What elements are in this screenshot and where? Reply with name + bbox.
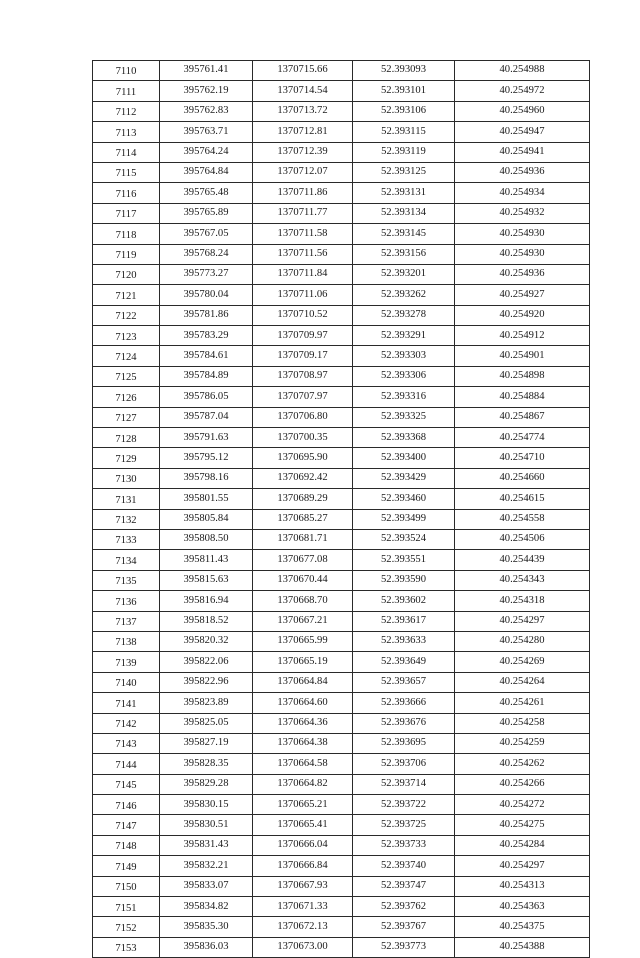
latitude-cell: 52.393145 xyxy=(353,224,455,244)
x-coordinate-cell: 395761.41 xyxy=(160,61,253,81)
x-coordinate-cell: 395795.12 xyxy=(160,448,253,468)
point-number-cell: 7114 xyxy=(93,142,160,162)
longitude-cell: 40.254439 xyxy=(455,550,590,570)
latitude-cell: 52.393633 xyxy=(353,631,455,651)
table-row xyxy=(93,774,590,794)
longitude-cell: 40.254343 xyxy=(455,570,590,590)
point-number-cell: 7144 xyxy=(93,754,160,774)
x-coordinate-cell: 395835.30 xyxy=(160,917,253,937)
y-coordinate-cell: 1370665.99 xyxy=(253,631,353,651)
latitude-cell: 52.393762 xyxy=(353,897,455,917)
table-row xyxy=(93,224,590,244)
longitude-cell: 40.254269 xyxy=(455,652,590,672)
y-coordinate-cell: 1370667.21 xyxy=(253,611,353,631)
y-coordinate-cell: 1370677.08 xyxy=(253,550,353,570)
table-row xyxy=(93,101,590,121)
x-coordinate-cell: 395808.50 xyxy=(160,529,253,549)
table-row xyxy=(93,733,590,753)
x-coordinate-cell: 395830.15 xyxy=(160,795,253,815)
longitude-cell: 40.254941 xyxy=(455,142,590,162)
latitude-cell: 52.393460 xyxy=(353,489,455,509)
longitude-cell: 40.254988 xyxy=(455,61,590,81)
table-row xyxy=(93,754,590,774)
coordinates-table xyxy=(92,60,590,958)
x-coordinate-cell: 395833.07 xyxy=(160,876,253,896)
latitude-cell: 52.393695 xyxy=(353,733,455,753)
table-row xyxy=(93,815,590,835)
x-coordinate-cell: 395834.82 xyxy=(160,897,253,917)
point-number-cell: 7152 xyxy=(93,917,160,937)
latitude-cell: 52.393747 xyxy=(353,876,455,896)
x-coordinate-cell: 395763.71 xyxy=(160,122,253,142)
coordinates-table-body xyxy=(93,61,590,958)
longitude-cell: 40.254934 xyxy=(455,183,590,203)
y-coordinate-cell: 1370714.54 xyxy=(253,81,353,101)
longitude-cell: 40.254927 xyxy=(455,285,590,305)
longitude-cell: 40.254264 xyxy=(455,672,590,692)
longitude-cell: 40.254297 xyxy=(455,856,590,876)
table-row xyxy=(93,448,590,468)
latitude-cell: 52.393676 xyxy=(353,713,455,733)
latitude-cell: 52.393524 xyxy=(353,529,455,549)
latitude-cell: 52.393773 xyxy=(353,937,455,957)
latitude-cell: 52.393602 xyxy=(353,591,455,611)
table-row xyxy=(93,203,590,223)
y-coordinate-cell: 1370692.42 xyxy=(253,468,353,488)
latitude-cell: 52.393666 xyxy=(353,693,455,713)
point-number-cell: 7112 xyxy=(93,101,160,121)
table-row xyxy=(93,346,590,366)
longitude-cell: 40.254960 xyxy=(455,101,590,121)
longitude-cell: 40.254261 xyxy=(455,693,590,713)
y-coordinate-cell: 1370670.44 xyxy=(253,570,353,590)
latitude-cell: 52.393499 xyxy=(353,509,455,529)
x-coordinate-cell: 395831.43 xyxy=(160,835,253,855)
longitude-cell: 40.254615 xyxy=(455,489,590,509)
x-coordinate-cell: 395762.19 xyxy=(160,81,253,101)
longitude-cell: 40.254912 xyxy=(455,326,590,346)
latitude-cell: 52.393125 xyxy=(353,162,455,182)
longitude-cell: 40.254262 xyxy=(455,754,590,774)
y-coordinate-cell: 1370664.58 xyxy=(253,754,353,774)
longitude-cell: 40.254506 xyxy=(455,529,590,549)
x-coordinate-cell: 395816.94 xyxy=(160,591,253,611)
latitude-cell: 52.393316 xyxy=(353,387,455,407)
point-number-cell: 7127 xyxy=(93,407,160,427)
table-row xyxy=(93,937,590,957)
x-coordinate-cell: 395762.83 xyxy=(160,101,253,121)
x-coordinate-cell: 395822.06 xyxy=(160,652,253,672)
point-number-cell: 7145 xyxy=(93,774,160,794)
y-coordinate-cell: 1370668.70 xyxy=(253,591,353,611)
table-row xyxy=(93,897,590,917)
table-row xyxy=(93,693,590,713)
point-number-cell: 7120 xyxy=(93,264,160,284)
table-row xyxy=(93,876,590,896)
y-coordinate-cell: 1370712.07 xyxy=(253,162,353,182)
y-coordinate-cell: 1370700.35 xyxy=(253,428,353,448)
table-row xyxy=(93,611,590,631)
y-coordinate-cell: 1370709.17 xyxy=(253,346,353,366)
table-row xyxy=(93,835,590,855)
table-row xyxy=(93,509,590,529)
y-coordinate-cell: 1370681.71 xyxy=(253,529,353,549)
longitude-cell: 40.254313 xyxy=(455,876,590,896)
point-number-cell: 7119 xyxy=(93,244,160,264)
latitude-cell: 52.393291 xyxy=(353,326,455,346)
longitude-cell: 40.254930 xyxy=(455,224,590,244)
x-coordinate-cell: 395828.35 xyxy=(160,754,253,774)
y-coordinate-cell: 1370712.81 xyxy=(253,122,353,142)
x-coordinate-cell: 395832.21 xyxy=(160,856,253,876)
y-coordinate-cell: 1370664.36 xyxy=(253,713,353,733)
y-coordinate-cell: 1370713.72 xyxy=(253,101,353,121)
point-number-cell: 7131 xyxy=(93,489,160,509)
longitude-cell: 40.254660 xyxy=(455,468,590,488)
point-number-cell: 7141 xyxy=(93,693,160,713)
table-row xyxy=(93,631,590,651)
latitude-cell: 52.393714 xyxy=(353,774,455,794)
y-coordinate-cell: 1370664.82 xyxy=(253,774,353,794)
point-number-cell: 7148 xyxy=(93,835,160,855)
y-coordinate-cell: 1370712.39 xyxy=(253,142,353,162)
x-coordinate-cell: 395836.03 xyxy=(160,937,253,957)
latitude-cell: 52.393657 xyxy=(353,672,455,692)
point-number-cell: 7142 xyxy=(93,713,160,733)
y-coordinate-cell: 1370711.58 xyxy=(253,224,353,244)
point-number-cell: 7143 xyxy=(93,733,160,753)
latitude-cell: 52.393429 xyxy=(353,468,455,488)
point-number-cell: 7121 xyxy=(93,285,160,305)
longitude-cell: 40.254936 xyxy=(455,264,590,284)
longitude-cell: 40.254318 xyxy=(455,591,590,611)
longitude-cell: 40.254972 xyxy=(455,81,590,101)
point-number-cell: 7110 xyxy=(93,61,160,81)
table-row xyxy=(93,550,590,570)
y-coordinate-cell: 1370708.97 xyxy=(253,366,353,386)
x-coordinate-cell: 395820.32 xyxy=(160,631,253,651)
table-row xyxy=(93,122,590,142)
longitude-cell: 40.254280 xyxy=(455,631,590,651)
y-coordinate-cell: 1370706.80 xyxy=(253,407,353,427)
x-coordinate-cell: 395805.84 xyxy=(160,509,253,529)
latitude-cell: 52.393617 xyxy=(353,611,455,631)
y-coordinate-cell: 1370666.04 xyxy=(253,835,353,855)
point-number-cell: 7118 xyxy=(93,224,160,244)
point-number-cell: 7111 xyxy=(93,81,160,101)
latitude-cell: 52.393733 xyxy=(353,835,455,855)
table-row xyxy=(93,264,590,284)
table-row xyxy=(93,162,590,182)
x-coordinate-cell: 395780.04 xyxy=(160,285,253,305)
x-coordinate-cell: 395765.89 xyxy=(160,203,253,223)
longitude-cell: 40.254558 xyxy=(455,509,590,529)
latitude-cell: 52.393134 xyxy=(353,203,455,223)
x-coordinate-cell: 395784.89 xyxy=(160,366,253,386)
table-row xyxy=(93,61,590,81)
x-coordinate-cell: 395823.89 xyxy=(160,693,253,713)
point-number-cell: 7147 xyxy=(93,815,160,835)
x-coordinate-cell: 395791.63 xyxy=(160,428,253,448)
longitude-cell: 40.254297 xyxy=(455,611,590,631)
latitude-cell: 52.393106 xyxy=(353,101,455,121)
table-row xyxy=(93,856,590,876)
x-coordinate-cell: 395765.48 xyxy=(160,183,253,203)
y-coordinate-cell: 1370664.84 xyxy=(253,672,353,692)
y-coordinate-cell: 1370711.77 xyxy=(253,203,353,223)
table-row xyxy=(93,713,590,733)
point-number-cell: 7138 xyxy=(93,631,160,651)
latitude-cell: 52.393368 xyxy=(353,428,455,448)
table-row xyxy=(93,672,590,692)
y-coordinate-cell: 1370711.84 xyxy=(253,264,353,284)
point-number-cell: 7125 xyxy=(93,366,160,386)
latitude-cell: 52.393131 xyxy=(353,183,455,203)
x-coordinate-cell: 395781.86 xyxy=(160,305,253,325)
table-row xyxy=(93,142,590,162)
longitude-cell: 40.254275 xyxy=(455,815,590,835)
y-coordinate-cell: 1370711.06 xyxy=(253,285,353,305)
table-row xyxy=(93,244,590,264)
y-coordinate-cell: 1370671.33 xyxy=(253,897,353,917)
point-number-cell: 7136 xyxy=(93,591,160,611)
point-number-cell: 7113 xyxy=(93,122,160,142)
point-number-cell: 7117 xyxy=(93,203,160,223)
longitude-cell: 40.254266 xyxy=(455,774,590,794)
y-coordinate-cell: 1370695.90 xyxy=(253,448,353,468)
point-number-cell: 7150 xyxy=(93,876,160,896)
latitude-cell: 52.393767 xyxy=(353,917,455,937)
point-number-cell: 7128 xyxy=(93,428,160,448)
longitude-cell: 40.254284 xyxy=(455,835,590,855)
table-row xyxy=(93,81,590,101)
latitude-cell: 52.393551 xyxy=(353,550,455,570)
point-number-cell: 7123 xyxy=(93,326,160,346)
x-coordinate-cell: 395787.04 xyxy=(160,407,253,427)
table-row xyxy=(93,285,590,305)
latitude-cell: 52.393115 xyxy=(353,122,455,142)
longitude-cell: 40.254272 xyxy=(455,795,590,815)
table-row xyxy=(93,326,590,346)
x-coordinate-cell: 395764.84 xyxy=(160,162,253,182)
table-row xyxy=(93,652,590,672)
table-row xyxy=(93,489,590,509)
y-coordinate-cell: 1370664.60 xyxy=(253,693,353,713)
y-coordinate-cell: 1370664.38 xyxy=(253,733,353,753)
latitude-cell: 52.393725 xyxy=(353,815,455,835)
longitude-cell: 40.254936 xyxy=(455,162,590,182)
longitude-cell: 40.254884 xyxy=(455,387,590,407)
point-number-cell: 7140 xyxy=(93,672,160,692)
table-row xyxy=(93,305,590,325)
x-coordinate-cell: 395767.05 xyxy=(160,224,253,244)
y-coordinate-cell: 1370710.52 xyxy=(253,305,353,325)
longitude-cell: 40.254774 xyxy=(455,428,590,448)
point-number-cell: 7137 xyxy=(93,611,160,631)
y-coordinate-cell: 1370711.56 xyxy=(253,244,353,264)
x-coordinate-cell: 395784.61 xyxy=(160,346,253,366)
table-row xyxy=(93,591,590,611)
point-number-cell: 7135 xyxy=(93,570,160,590)
point-number-cell: 7115 xyxy=(93,162,160,182)
point-number-cell: 7116 xyxy=(93,183,160,203)
latitude-cell: 52.393093 xyxy=(353,61,455,81)
x-coordinate-cell: 395818.52 xyxy=(160,611,253,631)
point-number-cell: 7122 xyxy=(93,305,160,325)
latitude-cell: 52.393303 xyxy=(353,346,455,366)
latitude-cell: 52.393400 xyxy=(353,448,455,468)
point-number-cell: 7133 xyxy=(93,529,160,549)
y-coordinate-cell: 1370672.13 xyxy=(253,917,353,937)
latitude-cell: 52.393119 xyxy=(353,142,455,162)
latitude-cell: 52.393722 xyxy=(353,795,455,815)
latitude-cell: 52.393262 xyxy=(353,285,455,305)
longitude-cell: 40.254388 xyxy=(455,937,590,957)
table-row xyxy=(93,183,590,203)
longitude-cell: 40.254898 xyxy=(455,366,590,386)
latitude-cell: 52.393325 xyxy=(353,407,455,427)
x-coordinate-cell: 395786.05 xyxy=(160,387,253,407)
table-row xyxy=(93,387,590,407)
x-coordinate-cell: 395815.63 xyxy=(160,570,253,590)
y-coordinate-cell: 1370715.66 xyxy=(253,61,353,81)
point-number-cell: 7146 xyxy=(93,795,160,815)
latitude-cell: 52.393649 xyxy=(353,652,455,672)
latitude-cell: 52.393590 xyxy=(353,570,455,590)
table-row xyxy=(93,529,590,549)
longitude-cell: 40.254375 xyxy=(455,917,590,937)
longitude-cell: 40.254867 xyxy=(455,407,590,427)
y-coordinate-cell: 1370685.27 xyxy=(253,509,353,529)
point-number-cell: 7139 xyxy=(93,652,160,672)
table-row xyxy=(93,366,590,386)
latitude-cell: 52.393740 xyxy=(353,856,455,876)
y-coordinate-cell: 1370665.41 xyxy=(253,815,353,835)
y-coordinate-cell: 1370666.84 xyxy=(253,856,353,876)
point-number-cell: 7151 xyxy=(93,897,160,917)
longitude-cell: 40.254259 xyxy=(455,733,590,753)
y-coordinate-cell: 1370707.97 xyxy=(253,387,353,407)
x-coordinate-cell: 395773.27 xyxy=(160,264,253,284)
latitude-cell: 52.393706 xyxy=(353,754,455,774)
y-coordinate-cell: 1370665.19 xyxy=(253,652,353,672)
y-coordinate-cell: 1370667.93 xyxy=(253,876,353,896)
point-number-cell: 7126 xyxy=(93,387,160,407)
table-row xyxy=(93,468,590,488)
x-coordinate-cell: 395827.19 xyxy=(160,733,253,753)
table-row xyxy=(93,795,590,815)
point-number-cell: 7124 xyxy=(93,346,160,366)
table-row xyxy=(93,570,590,590)
longitude-cell: 40.254710 xyxy=(455,448,590,468)
longitude-cell: 40.254901 xyxy=(455,346,590,366)
x-coordinate-cell: 395783.29 xyxy=(160,326,253,346)
latitude-cell: 52.393201 xyxy=(353,264,455,284)
x-coordinate-cell: 395830.51 xyxy=(160,815,253,835)
longitude-cell: 40.254920 xyxy=(455,305,590,325)
point-number-cell: 7132 xyxy=(93,509,160,529)
y-coordinate-cell: 1370665.21 xyxy=(253,795,353,815)
x-coordinate-cell: 395811.43 xyxy=(160,550,253,570)
y-coordinate-cell: 1370673.00 xyxy=(253,937,353,957)
point-number-cell: 7134 xyxy=(93,550,160,570)
longitude-cell: 40.254932 xyxy=(455,203,590,223)
x-coordinate-cell: 395829.28 xyxy=(160,774,253,794)
x-coordinate-cell: 395764.24 xyxy=(160,142,253,162)
table-row xyxy=(93,407,590,427)
latitude-cell: 52.393306 xyxy=(353,366,455,386)
point-number-cell: 7129 xyxy=(93,448,160,468)
y-coordinate-cell: 1370711.86 xyxy=(253,183,353,203)
y-coordinate-cell: 1370709.97 xyxy=(253,326,353,346)
table-row xyxy=(93,428,590,448)
x-coordinate-cell: 395768.24 xyxy=(160,244,253,264)
x-coordinate-cell: 395822.96 xyxy=(160,672,253,692)
point-number-cell: 7149 xyxy=(93,856,160,876)
latitude-cell: 52.393156 xyxy=(353,244,455,264)
x-coordinate-cell: 395798.16 xyxy=(160,468,253,488)
latitude-cell: 52.393101 xyxy=(353,81,455,101)
point-number-cell: 7153 xyxy=(93,937,160,957)
y-coordinate-cell: 1370689.29 xyxy=(253,489,353,509)
point-number-cell: 7130 xyxy=(93,468,160,488)
latitude-cell: 52.393278 xyxy=(353,305,455,325)
longitude-cell: 40.254947 xyxy=(455,122,590,142)
x-coordinate-cell: 395801.55 xyxy=(160,489,253,509)
table-row xyxy=(93,917,590,937)
longitude-cell: 40.254363 xyxy=(455,897,590,917)
longitude-cell: 40.254930 xyxy=(455,244,590,264)
longitude-cell: 40.254258 xyxy=(455,713,590,733)
x-coordinate-cell: 395825.05 xyxy=(160,713,253,733)
